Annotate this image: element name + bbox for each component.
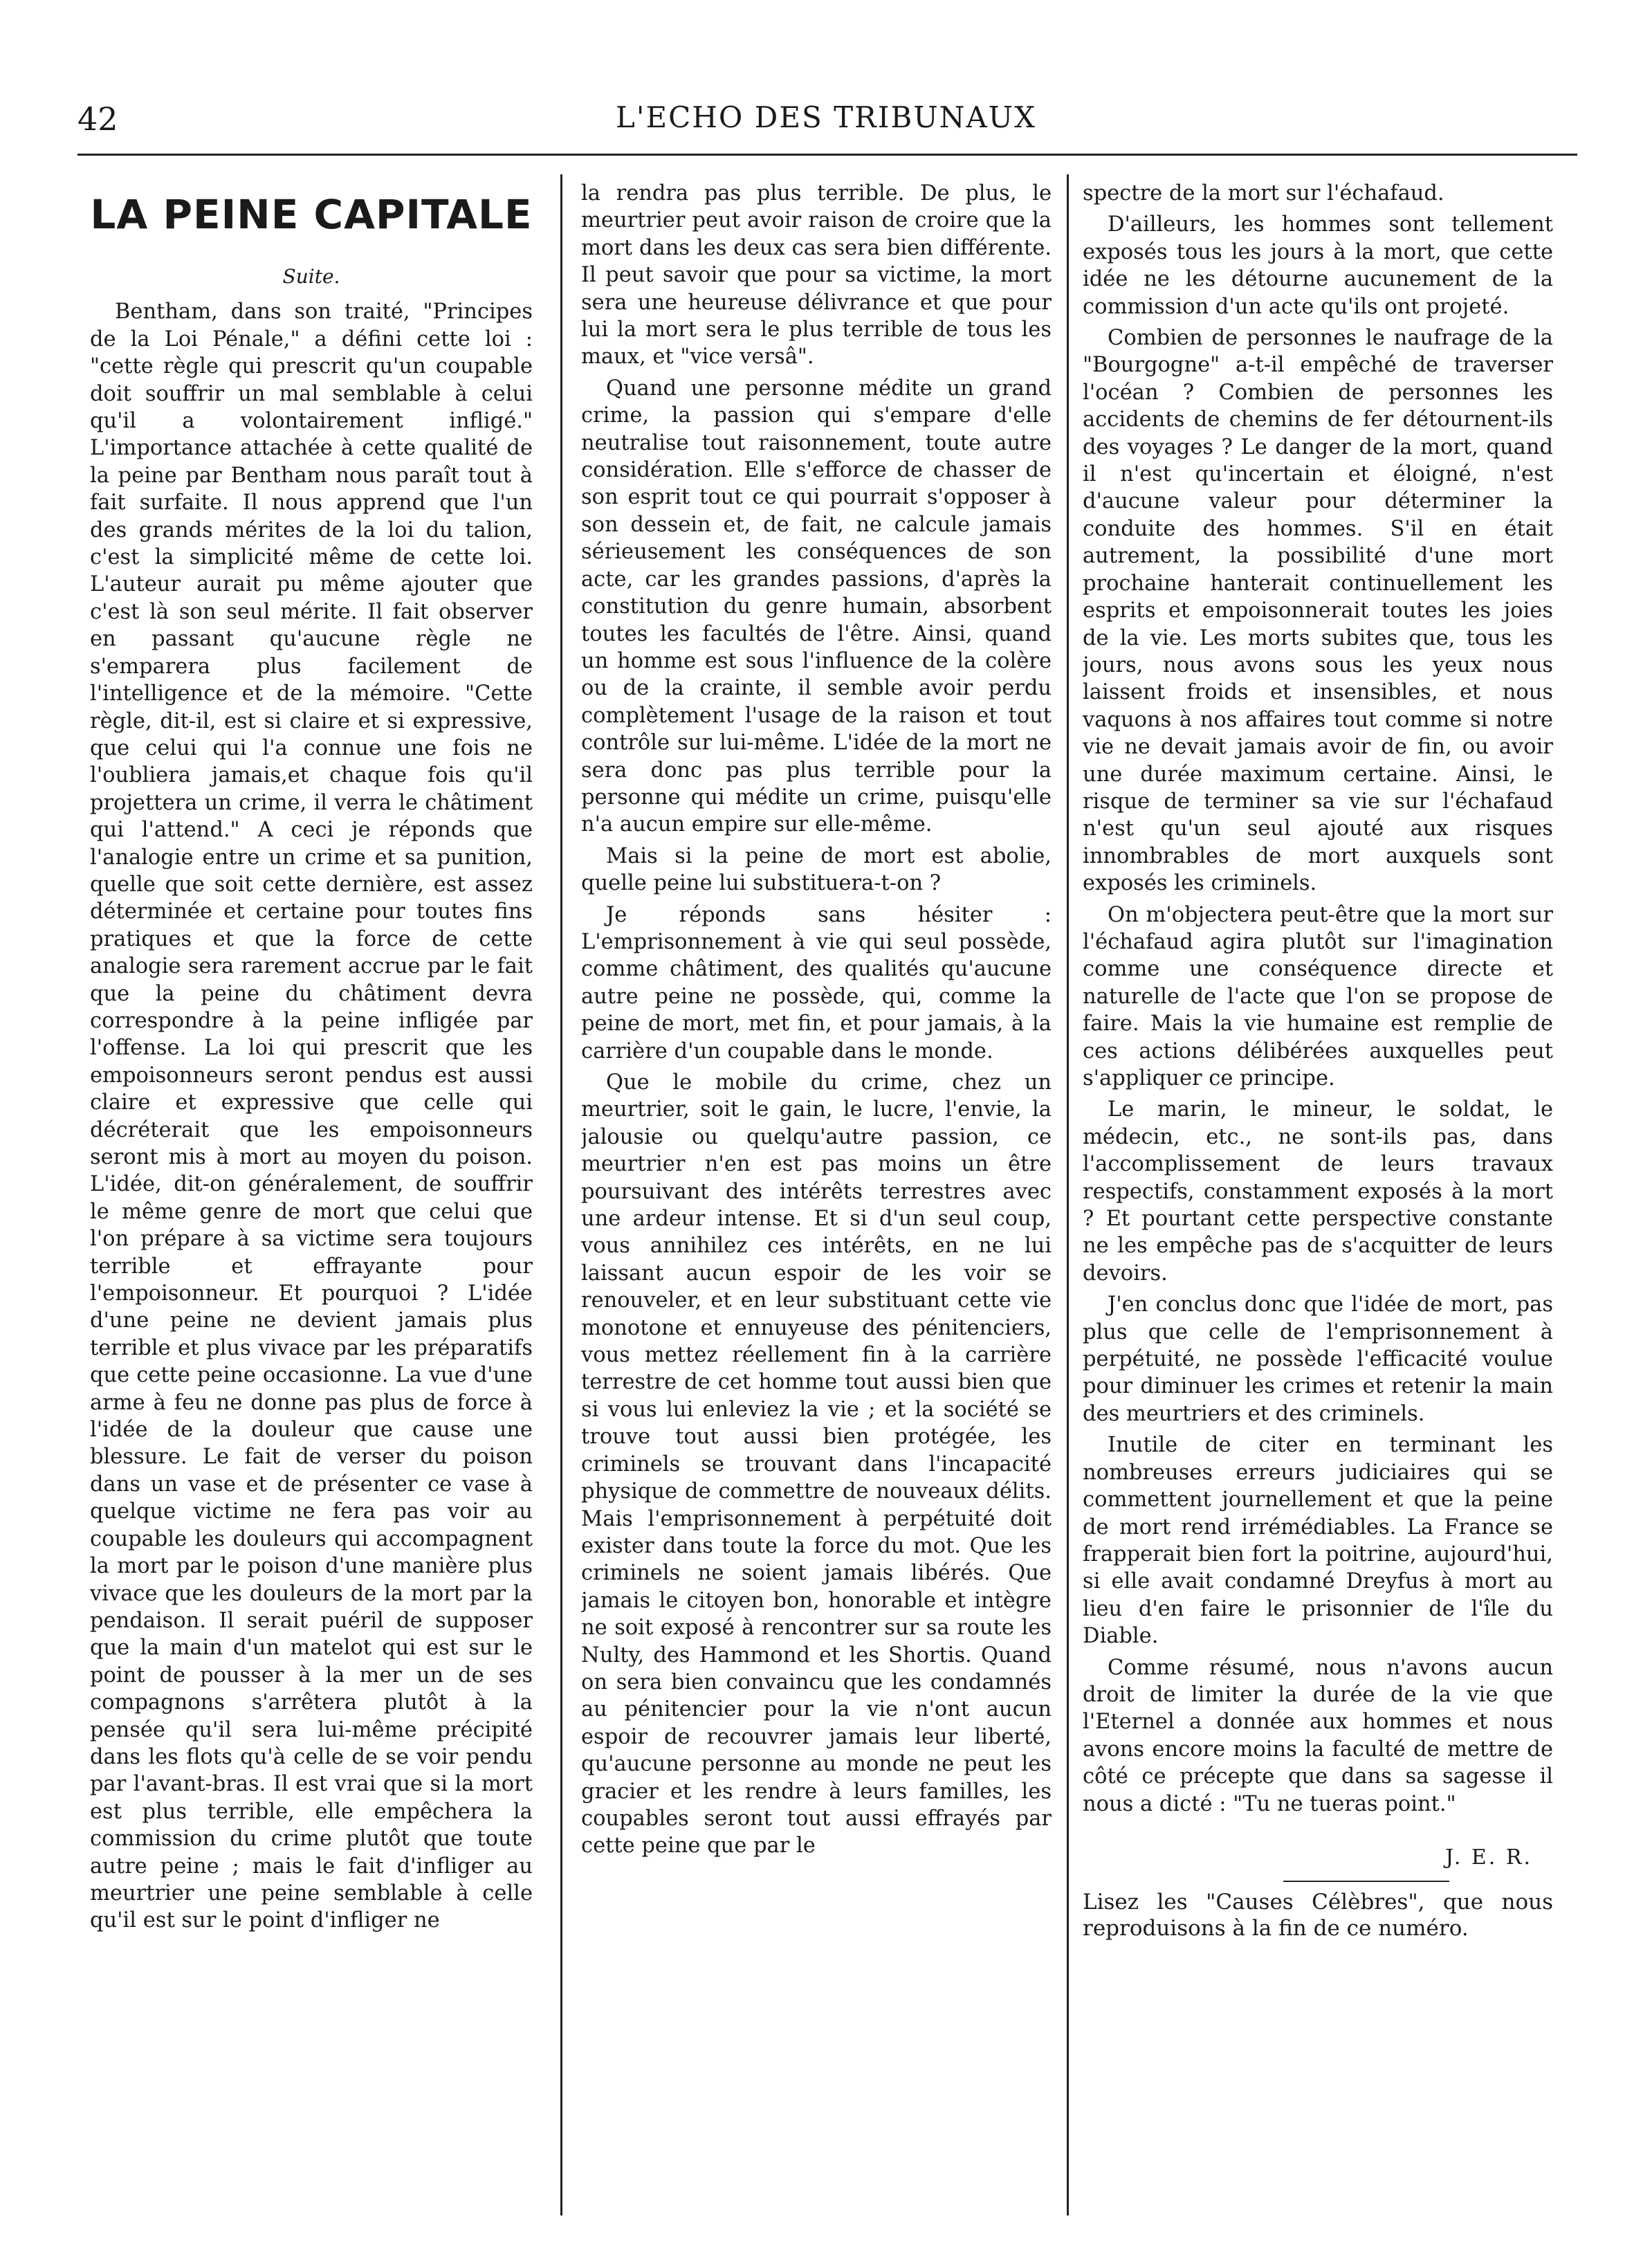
author-signature: J. E. R. xyxy=(1445,1845,1532,1870)
paragraph: Inutile de citer en terminant les nombreuses erreurs judiciaires qui se commettent journellement et que la peine de mort rend irrémédiables. La France se frapperait bien fort la poitrine, aujourd'hui, si elle avait condamné Dreyfus à mort au lieu d'en faire le prisonnier de l'île du Diable. xyxy=(1083,1433,1553,1649)
page-header xyxy=(0,100,1652,149)
paragraph: Le marin, le mineur, le soldat, le médecin, etc., ne sont-ils pas, dans l'accomplissement de leurs travaux respectifs, constamment exposés à la mort ? Et pourtant cette perspective constante ne les empêche pas de s'acquitter de leurs devoirs. xyxy=(1083,1097,1553,1286)
footnote: Lisez les "Causes Célèbres", que nous reproduisons à la fin de ce numéro. xyxy=(1083,1890,1553,1941)
article-title: LA PEINE CAPITALE xyxy=(90,191,533,238)
article-column-3 xyxy=(1083,180,1553,2249)
paragraph: Je réponds sans hésiter : L'emprisonnement à vie qui seul possède, comme châtiment, des qualités qu'aucune autre peine ne possède, qui, comme la peine de mort, met fin, et pour jamais, à la carrière d'un coupable dans le monde. xyxy=(581,902,1052,1063)
paragraph: Mais si la peine de mort est abolie, quelle peine lui substituera-t-on ? xyxy=(581,843,1052,896)
paragraph: On m'objectera peut-être que la mort sur l'échafaud agira plutôt sur l'imagination comme une conséquence directe et naturelle de l'acte que l'on se propose de faire. Mais la vie humaine est remplie de ces actions délibérées auxquelles peut s'appliquer ce principe. xyxy=(1083,902,1553,1090)
column-divider xyxy=(560,174,562,2215)
article-column-1 xyxy=(90,180,533,2249)
paragraph: Quand une personne médite un grand crime, la passion qui s'empare d'elle neutralise tout raisonnement, toute autre considération. Elle s'efforce de chasser de son esprit tout ce qui pourrait s'opposer à son dessein et, de fait, ne calcule jamais sérieusement les conséquences de son acte, car les grandes passions, d'après la constitution du genre humain, absorbent toutes les facultés de l'être. Ainsi, quand un homme est sous l'influence de la colère ou de la crainte, il semble avoir perdu complètement l'usage de la raison et tout contrôle sur lui-même. L'idée de la mort ne sera donc pas plus terrible pour la personne qui médite un crime, puisqu'elle n'a aucun empire sur elle-même. xyxy=(581,376,1052,837)
paragraph: Combien de personnes le naufrage de la "Bourgogne" a-t-il empêché de traverser l'océan ? Combien de personnes les accidents de chemins de fer détournent-ils des voyages ? Le danger de la mort, quand il n'est qu'incertain et éloigné, n'est d'aucune valeur pour déterminer la conduite des hommes. S'il en était autrement, la possibilité d'une mort prochaine hanterait continuellement les esprits et empoisonnerait toutes les joies de la vie. Les morts subites que, tous les jours, nous avons sous les yeux nous laissent froids et insensibles, et nous vaquons à nos affaires tout comme si notre vie ne devait jamais avoir de fin, ou avoir une durée maximum certaine. Ainsi, le risque de terminer sa vie sur l'échafaud n'est qu'un seul ajouté aux risques innombrables de mort auxquels sont exposés les criminels. xyxy=(1083,326,1553,896)
header-rule xyxy=(77,154,1577,156)
article-subtitle: Suite. xyxy=(282,265,340,288)
page-number: 42 xyxy=(77,100,118,138)
paragraph: la rendra pas plus terrible. De plus, le meurtrier peut avoir raison de croire que la mort dans les deux cas sera bien différente. Il peut savoir que pour sa victime, la mort sera une heureuse délivrance et que pour lui la mort sera le plus terrible de tous les maux, et "vice versâ". xyxy=(581,181,1052,369)
signature-rule xyxy=(1283,1881,1449,1882)
paragraph: J'en conclus donc que l'idée de mort, pas plus que celle de l'emprisonnement à perpétuité, ne possède l'efficacité voulue pour diminuer les crimes et retenir la main des meurtriers et des criminels. xyxy=(1083,1292,1553,1426)
paragraph: Bentham, dans son traité, "Principes de la Loi Pénale," a défini cette loi : "cette règle qui prescrit qu'un coupable doit souffrir un mal semblable à celui qu'il a volontairement infligé." L'importance attachée à cette qualité de la peine par Bentham nous paraît tout à fait surfaite. Il nous apprend que l'un des grands mérites de la loi du talion, c'est la simplicité même de cette loi. L'auteur aurait pu même ajouter que c'est là son seul mérite. Il fait observer en passant qu'aucune règle ne s'emparera plus facilement de l'intelligence et de la mémoire. "Cette règle, dit-il, est si claire et si expressive, que celui qui l'a connue une fois ne l'oubliera jamais,et chaque fois qu'il projettera un crime, il verra le châtiment qui l'attend." A ceci je réponds que l'analogie entre un crime et sa punition, quelle que soit cette dernière, est assez déterminée et certaine pour toutes fins pratiques et que la force de cette analogie sera rarement accrue par le fait que la peine du châtiment devra correspondre à la peine infligée par l'offense. La loi qui prescrit que les empoisonneurs seront pendus est aussi claire et expressive que celle qui décréterait que les empoisonneurs seront mis à mort au moyen du poison. L'idée, dit-on généralement, de souffrir le même genre de mort que celui que l'on prépare à sa victime sera toujours terrible et effrayante pour l'empoisonneur. Et pourquoi ? L'idée d'une peine ne devient jamais plus terrible et plus vivace par les préparatifs que cette peine occasionne. La vue d'une arme à feu ne donne pas plus de force à l'idée de la douleur que cause une blessure. Le fait de verser du poison dans un vase et de présenter ce vase à quelque victime ne fera pas voir au coupable les douleurs qui accompagnent la mort par le poison d'une manière plus vivace que les douleurs de la mort par la pendaison. Il serait puéril de supposer que la main d'un matelot qui est sur le point de pousser à la mer un de ses compagnons s'arrêtera plutôt à la pensée qu'il sera lui-même précipité dans les flots qu'à celle de se voir pendu par l'avant-bras. Il est vrai que si la mort est plus terrible, elle empêchera la commission du crime plutôt que toute autre peine ; mais le fait d'infliger au meurtrier une peine semblable à celle qu'il est sur le point d'infliger ne xyxy=(90,300,533,1933)
article-column-2 xyxy=(581,180,1052,2249)
paragraph: Comme résumé, nous n'avons aucun droit de limiter la durée de la vie que l'Eternel a donnée aux hommes et nous avons encore moins la faculté de mettre de côté ce précepte que dans sa sagesse il nous a dicté : "Tu ne tueras point." xyxy=(1083,1655,1553,1816)
paragraph: D'ailleurs, les hommes sont tellement exposés tous les jours à la mort, que cette idée ne les détourne aucunement de la commission d'un acte qu'ils ont projeté. xyxy=(1083,212,1553,319)
paragraph: Que le mobile du crime, chez un meurtrier, soit le gain, le lucre, l'envie, la jalousie ou quelqu'autre passion, ce meurtrier n'en est pas moins un être poursuivant des intérêts terrestres avec une ardeur intense. Et si d'un seul coup, vous annihilez ces intérêts, en ne lui laissant aucun espoir de les voir se renouveler, et en leur substituant cette vie monotone et ennuyeuse des pénitenciers, vous mettez réellement fin à la carrière terrestre de cet homme tout aussi bien que si vous lui enleviez la vie ; et la société se trouve tout aussi bien protégée, les criminels se trouvant dans l'incapacité physique de commettre de nouveaux délits. Mais l'emprisonnement à perpétuité doit exister dans toute la force du mot. Que les criminels ne soient jamais libérés. Que jamais le citoyen bon, honorable et intègre ne soit exposé à rencontrer sur sa route les Nulty, des Hammond et les Shortis. Quand on sera bien convaincu que les condamnés au pénitencier pour la vie n'ont aucun espoir de recouvrer jamais leur liberté, qu'aucune personne au monde ne peut les gracier et les rendre à leurs familles, les coupables seront tout aussi effrayés par cette peine que par le xyxy=(581,1070,1052,1858)
paragraph: spectre de la mort sur l'échafaud. xyxy=(1083,181,1444,205)
column-divider xyxy=(1067,174,1069,2215)
journal-title: L'ECHO DES TRIBUNAUX xyxy=(616,100,1036,134)
